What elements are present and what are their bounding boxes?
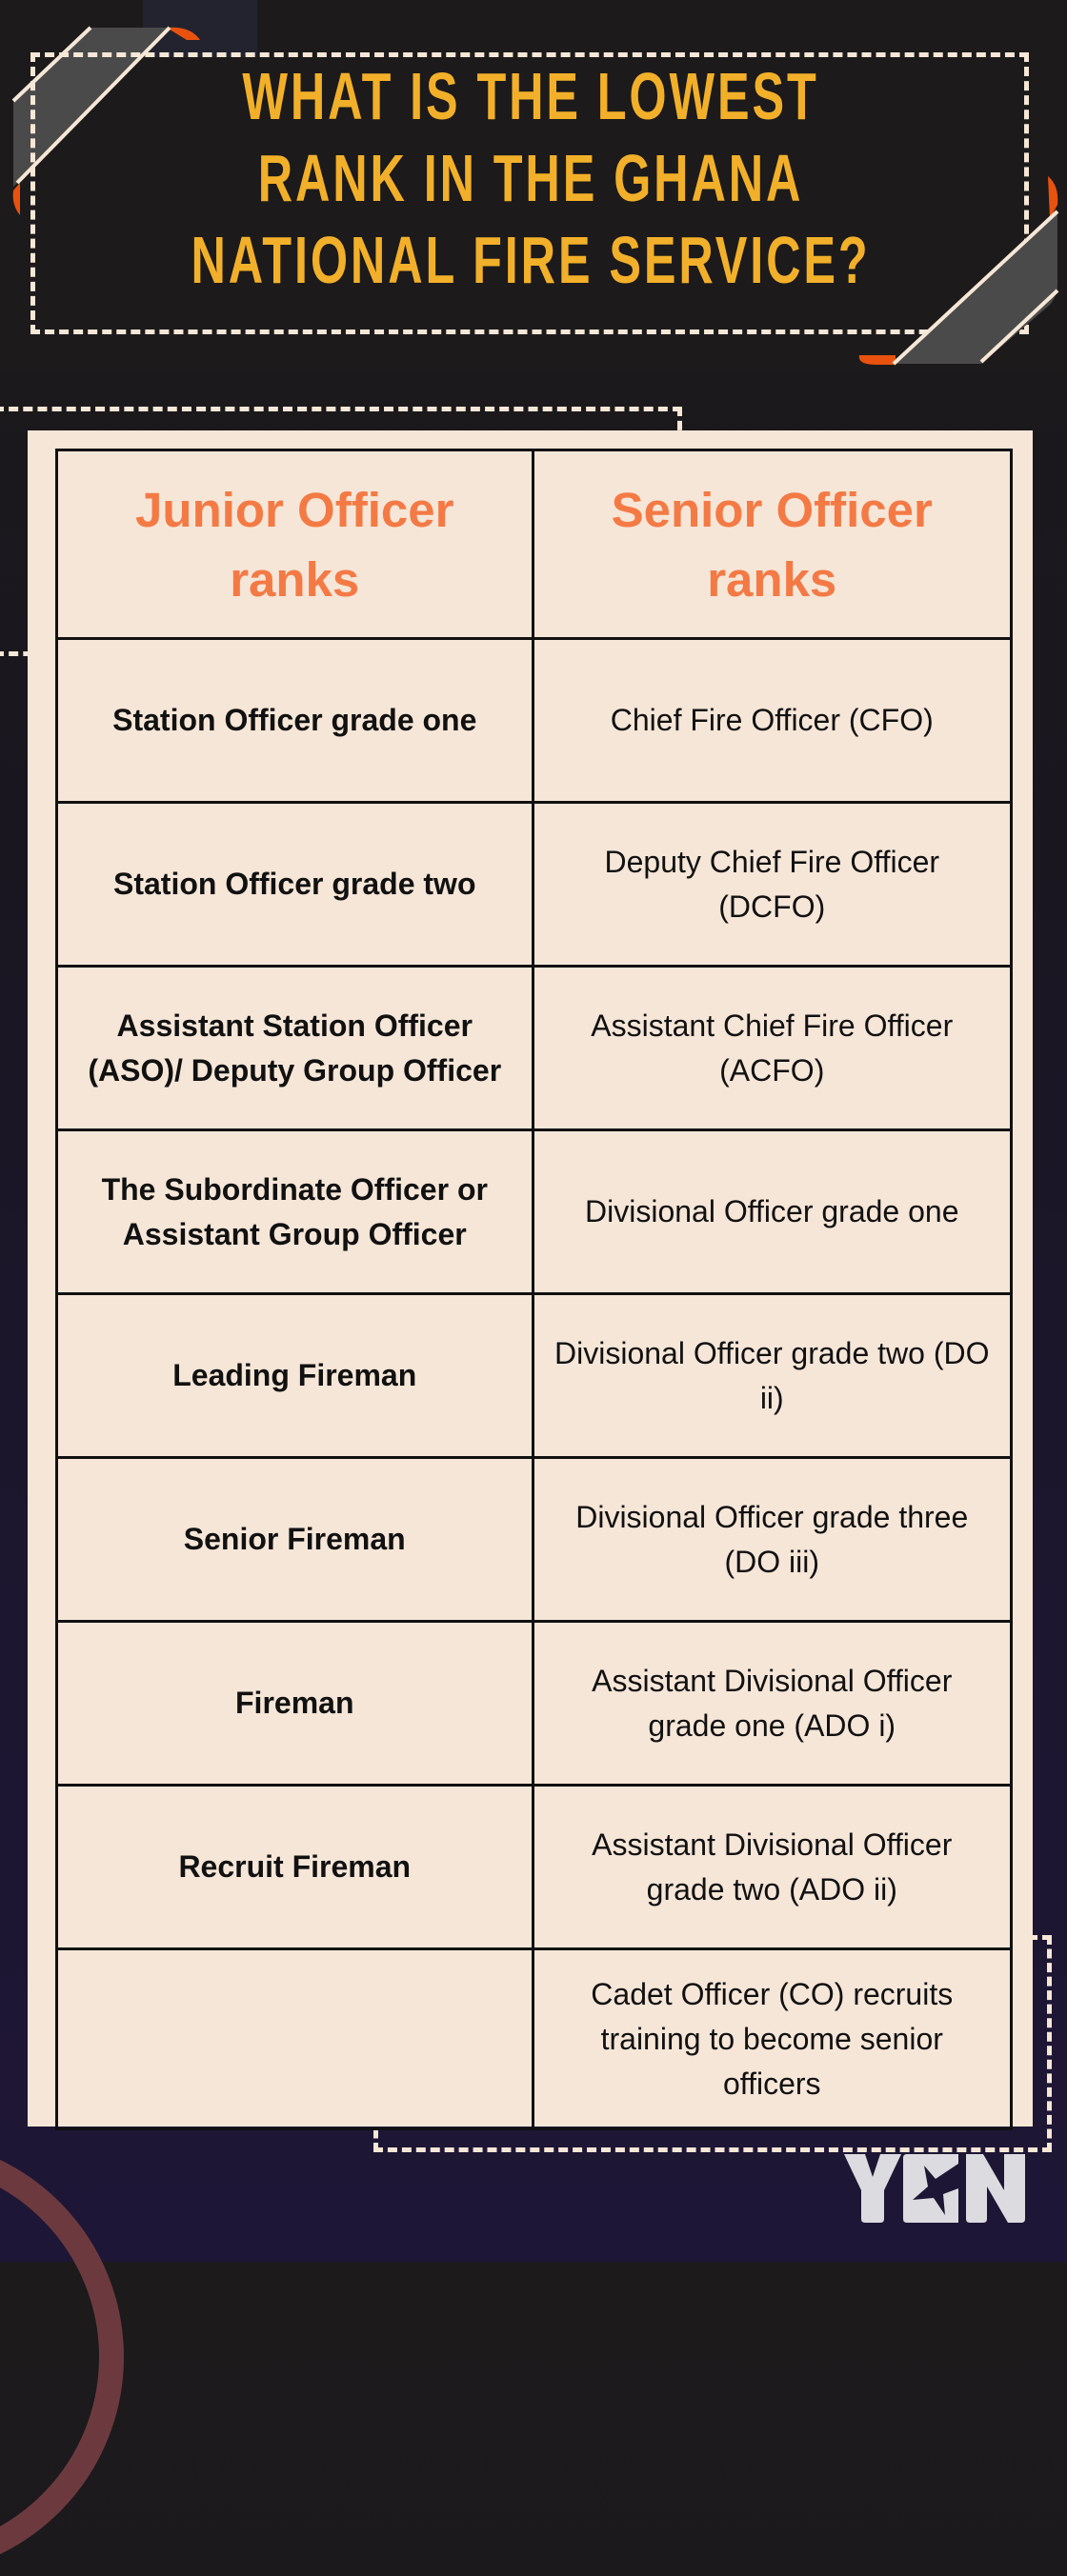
junior-rank-cell: Station Officer grade one [58,640,534,801]
table-header-row [58,451,1010,637]
junior-rank-cell: The Subordinate Officer or Assistant Group Officer [58,1131,534,1292]
ranks-table [55,449,1013,2130]
table-row [58,1620,1010,1784]
senior-rank-cell: Chief Fire Officer (CFO) [610,703,934,737]
junior-rank-cell: Assistant Station Officer (ASO)/ Deputy Group Officer [58,968,534,1128]
header-senior-officer-ranks: Senior Officer ranks [611,482,933,607]
header-junior-officer-ranks: Junior Officer ranks [58,451,534,637]
title-line-3: NATIONAL FIRE SERVICE? [191,223,871,297]
star-icon [903,2154,958,2223]
table-row [58,1947,1010,2127]
senior-rank-cell: Assistant Chief Fire Officer (ACFO) [591,1008,954,1088]
table-row [58,637,1010,801]
junior-rank-cell-empty [58,1950,534,2127]
junior-rank-cell: Senior Fireman [58,1459,534,1620]
senior-rank-cell: Cadet Officer (CO) recruits training to become senior officers [591,1976,954,2101]
senior-rank-cell: Divisional Officer grade three (DO iii) [575,1499,969,1579]
senior-rank-cell: Deputy Chief Fire Officer (DCFO) [604,844,940,924]
decorative-arc [0,2138,124,2576]
junior-rank-cell: Station Officer grade two [58,804,534,965]
table-row [58,1784,1010,1947]
title-line-2: RANK IN THE GHANA [257,141,804,215]
title-line-1: WHAT IS THE LOWEST [242,59,819,133]
senior-rank-cell: Assistant Divisional Officer grade two (ADO ii) [592,1827,953,1907]
junior-rank-cell: Fireman [58,1623,534,1784]
table-row [58,1128,1010,1292]
junior-rank-cell: Recruit Fireman [58,1787,534,1947]
senior-rank-cell: Assistant Divisional Officer grade one (ADO i) [592,1663,953,1743]
table-row [58,1456,1010,1620]
table-row [58,965,1010,1128]
senior-rank-cell: Divisional Officer grade one [585,1194,959,1228]
junior-rank-cell: Leading Fireman [58,1295,534,1456]
table-row [58,1292,1010,1456]
senior-rank-cell: Divisional Officer grade two (DO ii) [554,1335,990,1415]
yen-logo [840,2150,1031,2225]
corner-ribbon-bottom-right [838,162,1067,371]
table-row [58,801,1010,965]
